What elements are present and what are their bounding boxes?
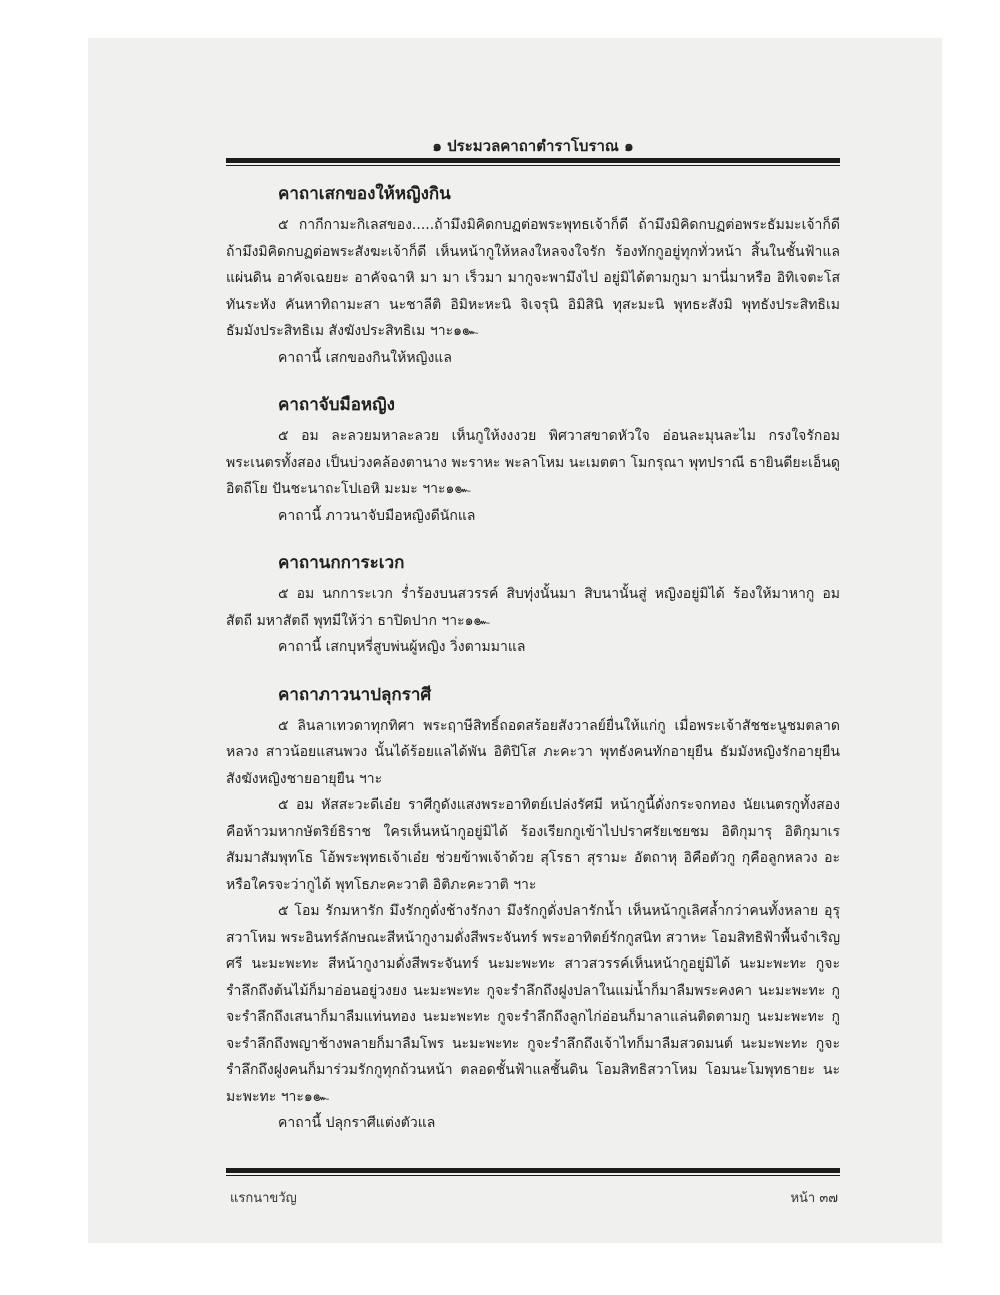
section-title: คาถาจับมือหญิง [278,395,395,415]
incantation-paragraph: ๕ โอม รักมหารัก มึงรักกูดั่งช้างรักงา มึงรักกูดั่งปลารักน้ำ เห็นหน้ากูเลิศล้ำกว่าคนทั้งหลาย อุรุ สวาโหม พระอินทร์ลักษณะสีหน้ากูงามดั่งสีพระจันทร์ พระอาทิตย์รักกูสนิท สวาหะ โอมสิทธิฟ้าพื้นจำเริญศรี นะมะพะทะ สีหน้ากูงามดั่งสีพระจันทร์ นะมะพะทะ สาวสวรรค์เห็นหน้ากูอยู่มิได้ นะมะพะทะ กูจะรำลึกถึงต้นไม้ก็มาอ่อนอยู่วงยง นะมะพะทะ กูจะรำลึกถึงฝูงปลาในแม่น้ำก็มาลืมพระคงคา นะมะพะทะ กูจะรำลึกถึงเสนาก็มาลืมแท่นทอง นะมะพะทะ กูจะรำลึกถึงลูกไก่อ่อนก็มาลาแล่นติดตามกู นะมะพะทะ กูจะรำลึกถึงพญาช้างพลายก็มาลืมโพร นะมะพะทะ กูจะรำลึกถึงเจ้าไทก็มาลืมสวดมนต์ นะมะพะทะ กูจะรำลึกถึงฝูงคนก็มาร่วมรักกูทุกถ้วนหน้า ตลอดชั้นฟ้าแลชั้นดิน โอมสิทธิสวาโหม โอมนะโมพุทธายะ นะมะพะทะ ฯาะ๑๛ [226,903,840,1105]
running-header: ๑ ประมวลคาถาตำราโบราณ ๑ [432,137,634,155]
section-3 [226,549,840,661]
page-body [226,180,840,1137]
header-rule-thin [226,165,840,166]
section-2 [226,391,840,529]
section-note: คาถานี้ ปลุกราศีแต่งตัวแล [278,1115,436,1131]
section-title: คาถาภาวนาปลุกราศี [278,684,432,705]
incantation-paragraph: ๕ อม ละลวยมหาละลวย เห็นกูให้งงงวย พิศวาสขาดหัวใจ อ่อนละมุนละไม กรงใจรักอมพระเนตรทั้งสอง เป็นบ่วงคล้องตานาง พะราหะ พะลาโหม นะเมตตา โมกรุณา พุทปราณี ธายินดียะเอ็นดู อิตถีโย ปันชะนาถะโปเอหิ มะมะ ฯาะ๑๛ [226,428,840,497]
footer-book-title: แรกนาขวัญ [230,1191,297,1206]
section-1 [226,180,840,371]
footer-rule-thick [226,1168,840,1173]
incantation-paragraph: ๕ ลินลาเทวดาทุกทิศา พระฤาษีสิทธิ์ถอดสร้อยสังวาลย์ยื่นให้แก่กู เมื่อพระเจ้าสัชชะนูชมตลาดหลวง สาวน้อยแสนพวง นั้นได้ร้อยแลได้พัน อิติปิโส ภะคะวา พุทธังคนทักอายุยืน ธัมมังหญิงรักอายุยืน สังฆังหญิงชายอายุยืน ฯาะ [226,717,840,787]
incantation-paragraph: ๕ กากีกามะกิเลสของ.....ถ้ามึงมิคิดกบฏต่อพระพุทธเจ้าก็ดี ถ้ามึงมิคิดกบฏต่อพระธัมมะเจ้าก็ดี ถ้ามึงมิคิดกบฏต่อพระสังฆะเจ้าก็ดี เห็นหน้ากูให้หลงใหลจงใจรัก ร้องทักกูอยู่ทุกทั่วหน้า สิ้นในชั้นฟ้าแลแผ่นดิน อาคัจเฉยยะ อาคัจฉาหิ มา มา เร็วมา มากูจะพามึงไป อยู่มิได้ตามกูมา มานี่มาหรือ อิทิเจตะโส ทันระหัง คันหาทิถามะสา นะชาลีติ อิมิหะหะนิ จิเจรุนิ อิมิสินิ ทุสะมะนิ พุทธะสังมิ พุทธังประสิทธิเม ธัมมังประสิทธิเม สังฆังประสิทธิเม ฯาะ๑๛ [226,217,840,339]
section-note: คาถานี้ เสกของกินให้หญิงแล [278,349,452,366]
section-title: คาถาเสกของให้หญิงกิน [278,184,451,204]
incantation-paragraph: ๕ อม หัสสะวะดีเอ๋ย ราศีกูดังแสงพระอาทิตย์เปล่งรัศมี หน้ากูนี้ดั่งกระจกทอง นัยเนตรกูทั้งสองคือห้าวมหากษัตริย์ธิราช ใครเห็นหน้ากูอยู่มิได้ ร้องเรียกกูเข้าไปปราศรัยเชยชม อิติกุมารุ อิติกุมาเร สัมมาสัมพุทโธ โอ้พระพุทธเจ้าเอ๋ย ช่วยข้าพเจ้าด้วย สุโรธา สุรามะ อัตถาหุ อิคือตัวกู กุคือลูกหลวง อะหรือใครจะว่ากูได้ พุทโธภะคะวาติ อิติภะคะวาติ ฯาะ [226,797,840,893]
section-note: คาถานี้ เสกบุหรี่สูบพ่นผู้หญิง วิ่งตามมาแล [278,639,526,655]
header-rule-thick [226,158,840,163]
incantation-paragraph: ๕ อม นกการะเวก ร่ำร้องบนสวรรค์ สิบทุ่งนั้นมา สิบนานั้นสู่ หญิงอยู่มิได้ ร้องให้มาหากู อม สัตถี มหาสัตถี พุทมีให้ว่า ธาปิดปาก ฯาะ๑๛ [226,586,840,629]
section-note: คาถานี้ ภาวนาจับมือหญิงดีนักแล [278,507,476,524]
footer-page-number: หน้า ๓๗ [790,1191,838,1206]
section-4 [226,681,840,1137]
section-title: คาถานกการะเวก [278,553,405,573]
footer-rule-thin [226,1175,840,1176]
